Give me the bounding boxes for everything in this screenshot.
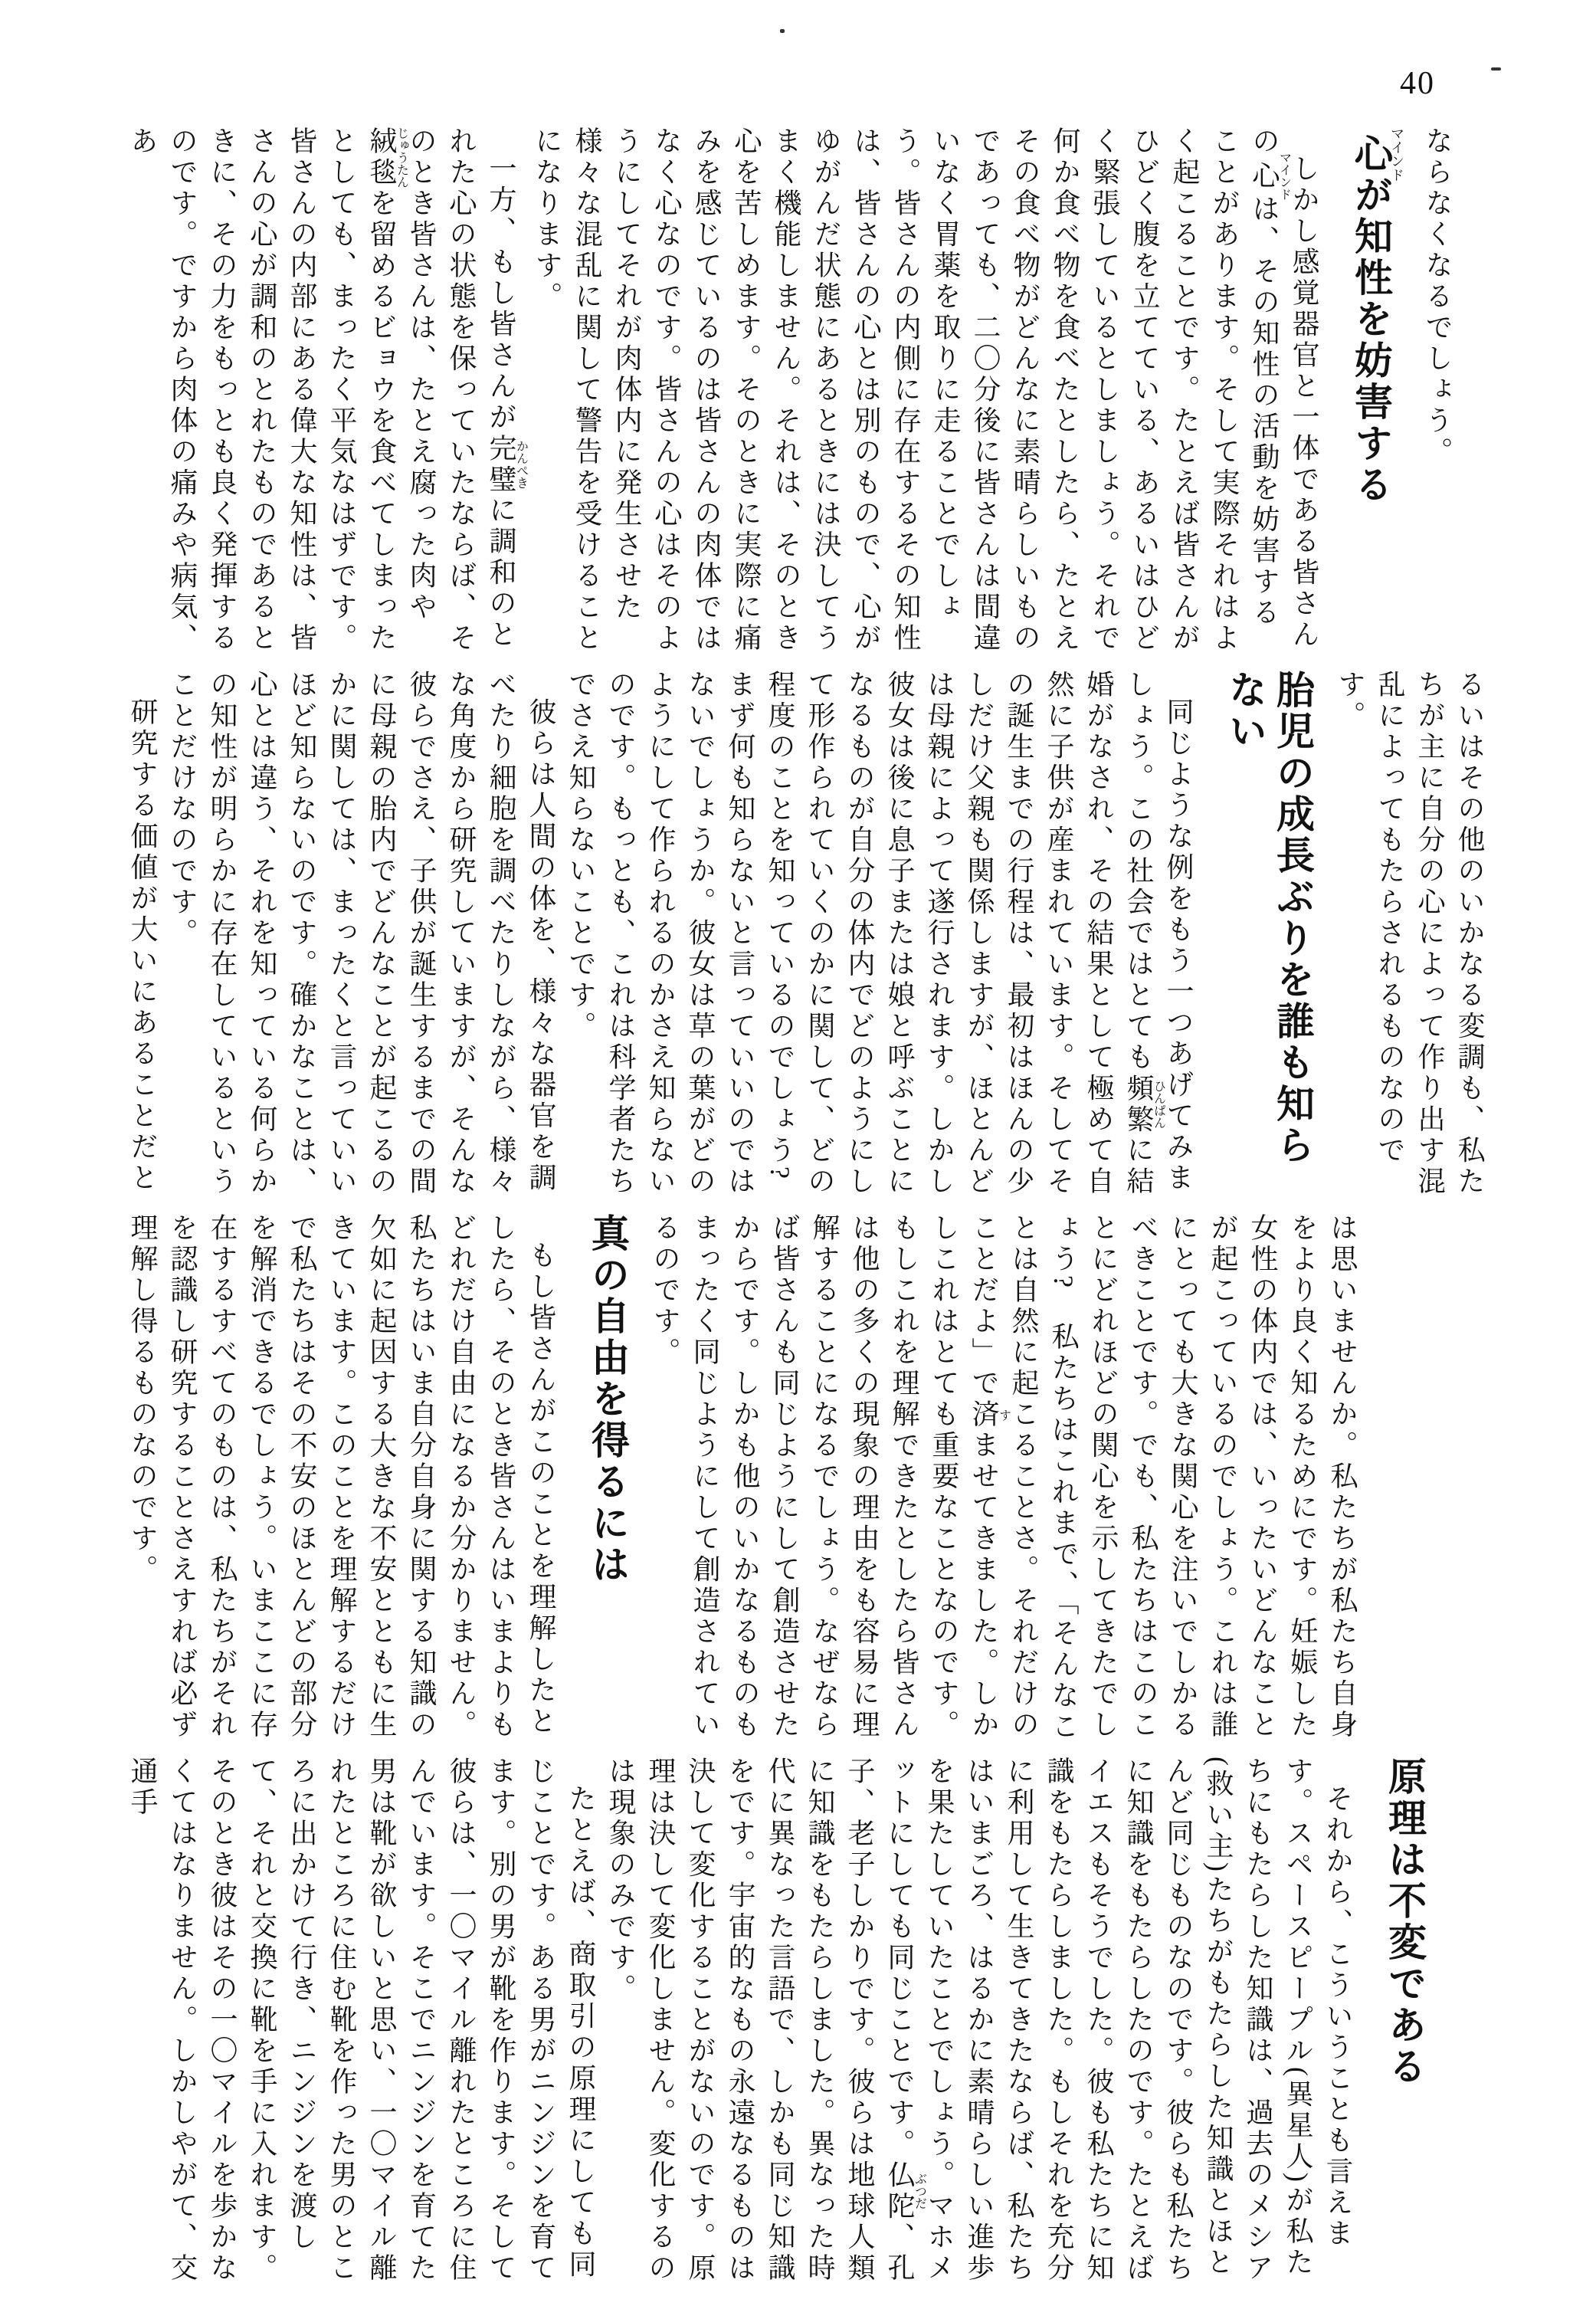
scan-artifact-dot	[780, 29, 785, 33]
ruby-annotated-word	[486, 433, 528, 496]
text-band-3	[123, 1213, 1362, 1746]
paragraph	[601, 1757, 1358, 2289]
paragraph	[123, 1213, 561, 1746]
ruby-annotated-word	[968, 1399, 1011, 1431]
ruby-base: 頻繁	[1123, 1073, 1154, 1136]
paragraph-continuation	[1417, 126, 1457, 659]
text-run: たとえば、商取引の原理にしても同じことです。ある男がニンジンを育てます。別の男が靴を作ります。そして彼らは、一〇マイル離れたところに住んでいます。そこでニンジンを育てた男は靴が欲しいと思い、一〇マイル離れたところに住む靴を作った男のところに出かけて行き、ニンジンを渡して、それと交換に靴を手に入れます。そのとき彼はその一〇マイルを歩かなくてはなりません。しかしやがて、交通手	[127, 1757, 596, 2285]
furigana: かんぺき	[514, 433, 528, 496]
ruby-annotated-word	[1123, 1073, 1165, 1136]
ruby-base: 心	[1249, 151, 1280, 201]
furigana: マインド	[1389, 126, 1404, 182]
text-run: ませてきました。しかしこれはとても重要なことなのです。もしこれを理解できたとしたら皆さんは他の多くの現象の理由をも容易に理解することになるでしょう。なぜならば皆さんも同じようにして創造させたからです。しかも他のいかなるものもまったく同じようにして創造されているのです。	[650, 1213, 999, 1741]
text-run: に結婚がなされ、その結果として極めて自然に子供が産まれています。そしてその誕生までの行程は、最初はほんの少しだけ父親も関係しますが、ほとんどは母親によって遂行されます。しかし彼女は後に息子または娘と呼ぶことになるものが自分の体内でどのようにして形作られていくのかに関して、どの程度のことを知っているのでしょう?まず何も知らないと言っていいのではないでしょうか。彼女は草の葉がどのようにして作られるのかさえ知らないのです。もっとも、これは科学者たちでさえ知らないことです。	[565, 670, 1154, 1198]
text-run: もし皆さんがこのことを理解したとしたら、そのとき皆さんはいまよりもどれだけ自由になるか分かりません。私たちはいま自分自身に関する知識の欠如に起因する大きな不安とともに生きています。このことを理解するだけで私たちはその不安のほとんどの部分を解消できるでしょう。いまここに存在するすべてのものは、私たちがそれを認識し研究することさえすれば必ず理解し得るものなのです。	[127, 1213, 556, 1741]
text-run: 、孔子、老子しかりです。彼らは地球人類に知識をもたらしました。異なった時代に異なった言語で、しかも同じ知識をです。宇宙的なもの永遠なるものは決して変化することがないのです。原理は決して変化しません。変化するのは現象のみです。	[605, 1757, 915, 2285]
section-heading	[1221, 670, 1316, 1202]
text-run: が知性を妨害する	[1349, 175, 1392, 506]
text-run: 真の自由を得るには	[586, 1213, 629, 1586]
page-number: 40	[1400, 66, 1435, 101]
ruby-annotated-word	[1249, 151, 1291, 201]
furigana: す	[997, 1399, 1011, 1431]
text-run: 一方、もし皆さんが	[486, 154, 516, 434]
text-run: 彼らは人間の体を、様々な器官を調べたり細胞を調べたりしながら、様々な角度から研究していますが、そんな彼らでさえ、子供が誕生するまでの間に母親の胎内でどんなことが起こるのかに関しては、まったくと言っていいほど知らないのです。確かなことは、心とは違う、それを知っている何らかの知性が明らかに存在しているということだけなのです。	[167, 670, 556, 1198]
ruby-annotated-word	[366, 126, 408, 189]
text-run: それから、こういうことも言えます。スペースピープル(異星人)が私たちにもたらした知識は、過去のメシア(救い主)たちがもたらした知識とほとんど同じものなのです。彼らも私たちに知識をもたらしたのです。たとえばイエスもそうでした。彼も私たちに知識をもたらしました。もしそれを充分に利用して生きてきたならば、私たちはいまごろ、はるかに素晴らしい進歩を果たしていたことでしょう。マホメットにしても同じことです。	[884, 1757, 1353, 2285]
paragraph	[123, 126, 527, 659]
text-run: 同じような例をもう一つあげてみましょう。この社会ではとても	[1123, 670, 1194, 1194]
ruby-annotated-word	[884, 2160, 926, 2222]
text-band-4	[123, 1757, 1442, 2289]
furigana: ぶつだ	[913, 2160, 926, 2222]
paragraph-continuation	[645, 1213, 1362, 1746]
ruby-base: 絨毯	[366, 126, 397, 189]
text-run: 研究する価値が大いにあることだと	[127, 697, 158, 1194]
paragraph	[123, 1757, 601, 2289]
text-run: は思いませんか。私たちが私たち自身をより良く知るためにです。妊娠した女性の体内では、いったいどんなことが起こっているのでしょう。これは誰にとっても大きな関心を注いでしかるべきことです。でも、私たちはこのことにどれほどの関心を示してきたでしょう? 私たちはこれまで、「そんなことは自然に起こることさ。それだけのことだよ」で	[968, 1213, 1358, 1743]
text-run: 胎児の成長ぶりを誰も知らない	[1224, 670, 1314, 1166]
paragraph	[561, 670, 1198, 1202]
ruby-base: 心	[1349, 126, 1392, 182]
scan-artifact-dash	[1491, 67, 1501, 71]
text-run: しかし感覚器官と一体である皆さんの	[1249, 126, 1319, 651]
furigana: ひんぱん	[1152, 1073, 1165, 1136]
ruby-base: 完璧	[486, 433, 516, 496]
section-heading	[584, 1213, 631, 1746]
section-heading	[1347, 126, 1404, 659]
text-run: 原理は不変である	[1383, 1757, 1426, 2088]
ruby-base: 済	[968, 1399, 999, 1431]
section-heading	[1381, 1757, 1428, 2289]
text-band-2	[123, 670, 1489, 1202]
paragraph	[162, 670, 561, 1202]
paragraph	[123, 670, 162, 1202]
paragraph	[527, 126, 1324, 659]
text-run: を留めるビョウを食べてしまったとしても、まったく平気なはずです。皆さんの内部にある偉大な知性は、皆さんの心が調和のとれたものであるときに、その力をもっとも良く発揮するのです。ですから肉体の痛みや病気、あ	[127, 126, 397, 654]
paragraph-continuation	[1330, 670, 1489, 1202]
ruby-base: 仏陀	[884, 2160, 915, 2222]
text-run: るいはその他のいかなる変調も、私たちが主に自分の心によって作り出す混乱によってもたらされるものなのです。	[1335, 670, 1485, 1198]
text-band-1	[123, 126, 1457, 659]
text-run: に調和のとれた心の状態を保っていたならば、そのとき皆さんは、たとえ腐った肉や	[406, 126, 516, 654]
ruby-annotated-word	[1349, 126, 1404, 182]
text-run: は、その知性の活動を妨害することがあります。そして実際それはよく起こることです。たとえば皆さんがひどく腹を立てている、あるいはひどく緊張しているとしましょう。それで何か食べ物を食べたとしたら、たとえその食べ物がどんなに素晴らしいものであっても、二〇分後に皆さんは間違いなく胃薬を取りに走ることでしょう。皆さんの内側に存在するその知性は、皆さんの心とは別のもので、心がゆがんだ状態にあるときには決してうまく機能しません。それは、そのとき心を苦しめます。そのときに実際に痛みを感じているのは皆さんの肉体ではなく心なのです。皆さんの心はそのようにしてそれが肉体内に発生させた様々な混乱に関して警告を受けることになります。	[532, 126, 1280, 654]
furigana: マインド	[1277, 151, 1291, 201]
furigana: じゅうたん	[395, 126, 408, 189]
text-run: ならなくなるでしょう。	[1422, 126, 1453, 468]
